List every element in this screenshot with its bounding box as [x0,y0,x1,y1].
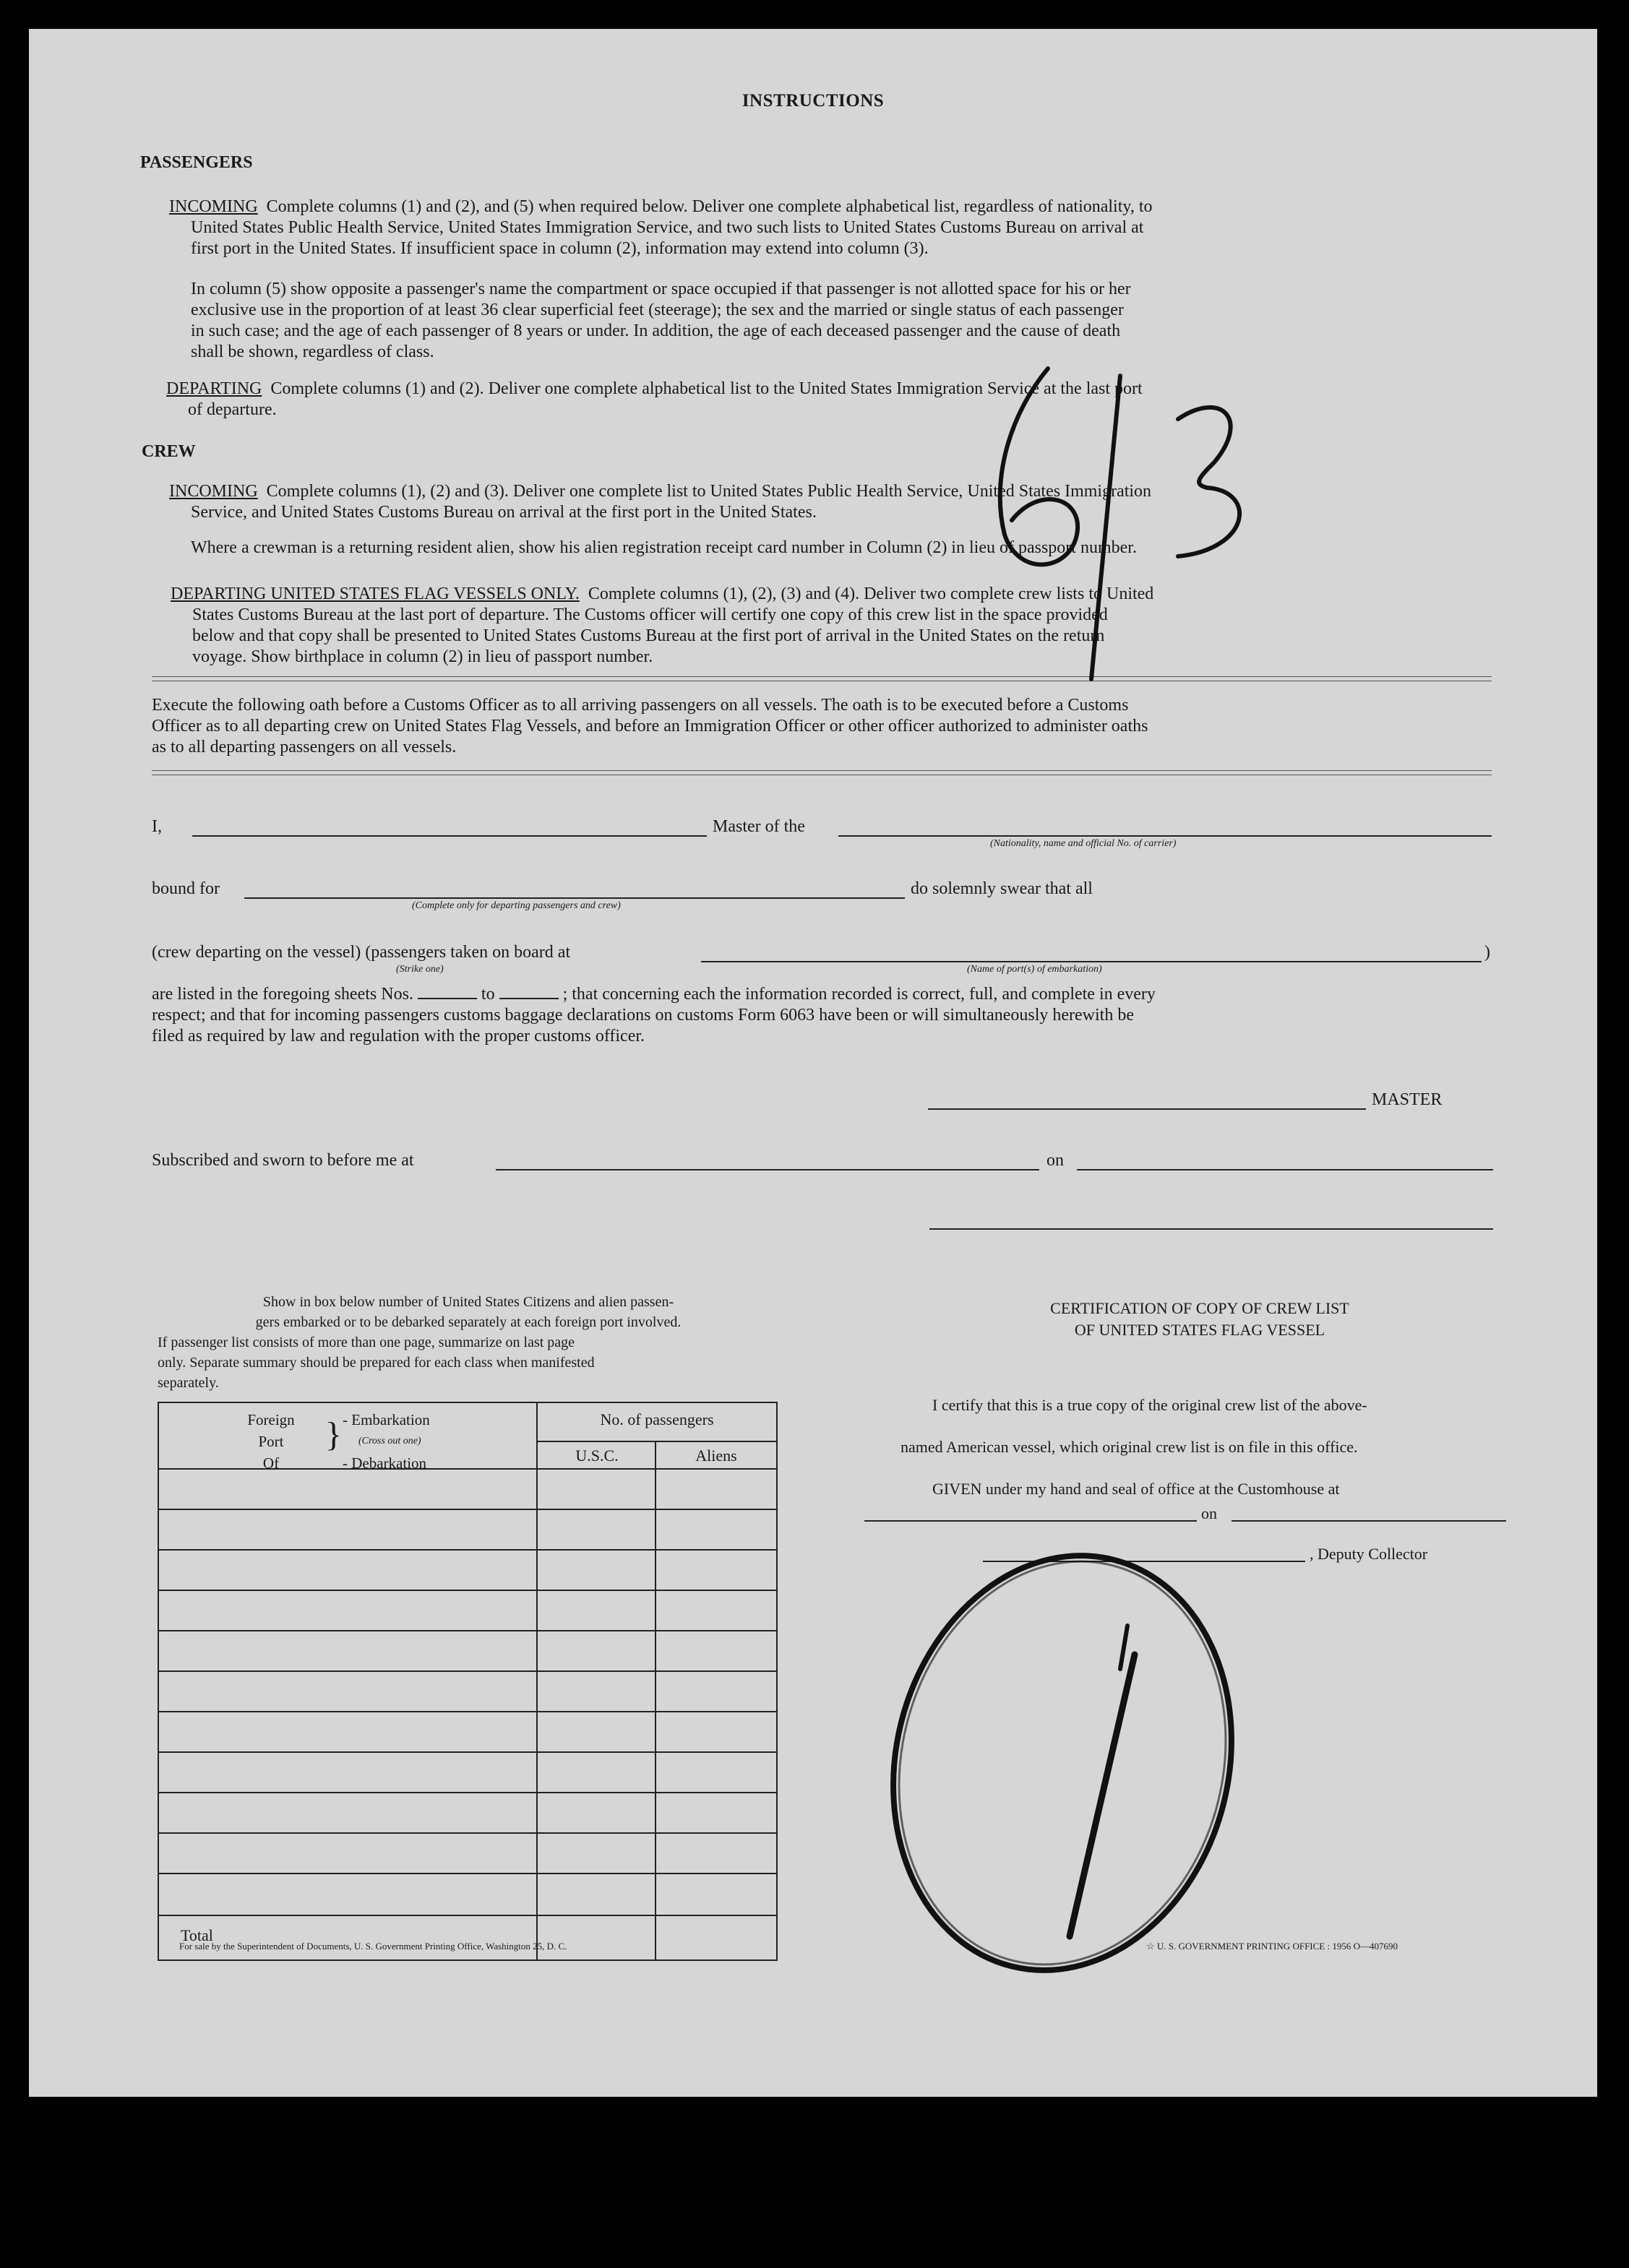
master-label: MASTER [1372,1090,1443,1109]
table-row-divider [159,1832,776,1834]
table-row-divider [159,1630,776,1631]
certification-line-3: GIVEN under my hand and seal of office at the Customhouse at [932,1480,1340,1498]
certification-on-label: on [1201,1504,1217,1522]
passengers-departing-line-2: of departure. [188,400,277,419]
sheet-to-field[interactable] [499,985,559,999]
table-row-divider [536,1441,776,1442]
sworn-on-label: on [1046,1151,1064,1170]
table-row-divider [159,1509,776,1510]
bound-for-note: (Complete only for departing passengers and crew) [412,900,621,911]
table-col-divider [655,1441,656,1959]
summary-instructions [158,1292,779,1393]
footer-left: For sale by the Superintendent of Documents, U. S. Government Printing Office, Washington 25, D. C. [179,1941,567,1952]
carrier-field-note: (Nationality, name and official No. of carrier) [990,838,1177,849]
crew-incoming-label: INCOMING [169,482,258,501]
usc-header: U.S.C. [575,1446,619,1465]
table-row-divider [159,1792,776,1793]
crew-incoming-line-1: Complete columns (1), (2) and (3). Deliver one complete list to United States Public Health Service, United States Immigration [266,482,1152,501]
digit-6-stroke [1000,368,1078,564]
circle-stroke [860,1532,1265,1994]
master-signature-field[interactable] [928,1108,1366,1110]
table-row-divider [159,1915,776,1916]
passenger-summary-table [158,1402,778,1961]
crew-incoming-line-2: Service, and United States Customs Bureau on arrival at the first port in the United States. [191,503,817,522]
certification-line-2: named American vessel, which original crew list is on file in this office. [901,1438,1358,1456]
summary-line-5: separately. [158,1375,219,1391]
slash-stroke [1091,376,1120,679]
handwritten-circled-mark [860,1532,1265,1994]
digit-3-stroke [1178,408,1239,556]
swear-text: do solemnly swear that all [911,879,1093,898]
certification-line-1: I certify that this is a true copy of the original crew list of the above- [932,1396,1367,1414]
passengers-incoming-line-2: United States Public Health Service, United States Immigration Service, and two such lists to United States Customs Bureau on arrival at [191,218,1144,237]
master-of-the-label: Master of the [713,817,805,836]
oath-intro-line-2: Officer as to all departing crew on United States Flag Vessels, and before an Immigration Officer or other officer authorized to administer oaths [152,717,1148,736]
close-paren: ) [1484,943,1490,962]
column5-line-4: shall be shown, regardless of class. [191,342,434,361]
total-label: Total [181,1926,213,1944]
foreign-port-of-label: Foreign Port Of [247,1411,295,1472]
passengers-incoming-line-3: first port in the United States. If insufficient space in column (2), information may extend into column (3). [191,239,929,258]
listed-line-3: filed as required by law and regulation with the proper customs officer. [152,1027,645,1045]
listed-line-1b: ; that concerning each the information recorded is correct, full, and complete in every [562,985,1156,1004]
subscribed-label: Subscribed and sworn to before me at [152,1151,414,1170]
certification-title-line-2: OF UNITED STATES FLAG VESSEL [1074,1321,1325,1339]
port-note: (Name of port(s) of embarkation) [967,964,1102,975]
column5-line-3: in such case; and the age of each passenger of 8 years or under. In addition, the age of each deceased passenger and the cause of death [191,322,1121,340]
officer-signature-field[interactable] [929,1228,1493,1230]
passengers-incoming-block [169,197,1542,259]
listed-to-label: to [481,985,495,1004]
table-col-divider [536,1403,538,1959]
digit-1-stroke [1070,1655,1135,1936]
crew-departing-label: DEPARTING UNITED STATES FLAG VESSELS ONLY. [171,585,580,603]
oath-i-label: I, [152,817,162,836]
sworn-date-field[interactable] [1077,1169,1493,1170]
crew-departing-line-2: States Customs Bureau at the last port of departure. The Customs officer will certify one copy of this crew list in the space provided [192,605,1108,624]
passengers-incoming-line-1: Complete columns (1) and (2), and (5) when required below. Deliver one complete alphabetical list, regardless of nationality, to [266,197,1153,216]
divider [152,770,1492,775]
crew-departing-line-1: Complete columns (1), (2), (3) and (4). Deliver two complete crew lists to United [588,585,1154,603]
passengers-heading: PASSENGERS [140,153,253,172]
summary-line-2: gers embarked or to be debarked separately at each foreign port involved. [255,1314,682,1330]
crew-departing-line-3: below and that copy shall be presented to United States Customs Bureau at the first port of arrival in the United States on the return [192,626,1105,645]
passengers-departing-line-1: Complete columns (1) and (2). Deliver one complete alphabetical list to the United States Immigration Service at the last port [270,379,1143,398]
footer-right: ☆ U. S. GOVERNMENT PRINTING OFFICE : 1956 O—407690 [1146,1941,1398,1952]
handwritten-page-mark [961,347,1424,723]
table-row-divider [159,1549,776,1551]
summary-line-3: If passenger list consists of more than one page, summarize on last page [158,1335,575,1350]
listed-line-2: respect; and that for incoming passengers customs baggage declarations on customs Form 6063 have been or will simultaneously herewith be [152,1006,1134,1025]
certification-title-line-1: CERTIFICATION OF COPY OF CREW LIST [1050,1299,1349,1317]
bound-for-label: bound for [152,879,220,898]
aliens-header: Aliens [695,1446,737,1465]
crew-resident-line: Where a crewman is a returning resident alien, show his alien registration receipt card number in Column (2) in lieu of passport number. [191,538,1137,557]
crew-departing-line-4: voyage. Show birthplace in column (2) in lieu of passport number. [192,647,653,666]
customhouse-field[interactable] [864,1520,1197,1522]
master-name-field[interactable] [192,835,707,837]
column5-line-1: In column (5) show opposite a passenger's name the compartment or space occupied if that passenger is not allotted space for his or her [191,280,1131,298]
carrier-field[interactable] [838,835,1492,837]
embarkation-port-field[interactable] [701,961,1482,962]
listed-block [152,984,1525,1047]
column5-line-2: exclusive use in the proportion of at least 36 clear superficial feet (steerage); the sex and the married or single status of each passenger [191,301,1124,319]
listed-line-1a: are listed in the foregoing sheets Nos. [152,985,413,1004]
oath-intro-line-3: as to all departing passengers on all vessels. [152,738,457,756]
table-row-divider [159,1751,776,1753]
summary-line-1: Show in box below number of United States Citizens and alien passen- [262,1294,674,1310]
crew-heading: CREW [142,442,196,461]
brace-glyph: } [325,1415,343,1454]
table-row-divider [159,1468,776,1470]
table-row-divider [159,1873,776,1874]
passengers-incoming-label: INCOMING [169,197,258,216]
certification-title [896,1298,1503,1341]
table-row-divider [159,1670,776,1672]
certification-text [901,1384,1508,1510]
oath-intro-line-1: Execute the following oath before a Customs Officer as to all arriving passengers on all vessels. The oath is to be executed before a Customs [152,696,1129,715]
digit-1-top-stroke [1120,1626,1127,1669]
no-of-passengers-header: No. of passengers [600,1410,714,1428]
page-title: INSTRUCTIONS [742,91,885,111]
crew-departing-text: (crew departing on the vessel) (passengers taken on board at [152,943,571,962]
summary-line-4: only. Separate summary should be prepared for each class when manifested [158,1355,595,1371]
embarkation-options: - Embarkation (Cross out one) - Debarkation [343,1411,430,1472]
bound-for-field[interactable] [244,897,905,899]
circle-stroke [860,1532,1265,1994]
sworn-location-field[interactable] [496,1169,1039,1170]
strike-one-note: (Strike one) [396,964,444,975]
deputy-collector-label: , Deputy Collector [1310,1545,1428,1563]
certification-date-field[interactable] [1232,1520,1506,1522]
table-row-divider [159,1590,776,1591]
table-row-divider [159,1711,776,1712]
form-page [29,29,1597,2097]
sheet-from-field[interactable] [418,985,477,999]
passengers-departing-label: DEPARTING [166,379,262,398]
